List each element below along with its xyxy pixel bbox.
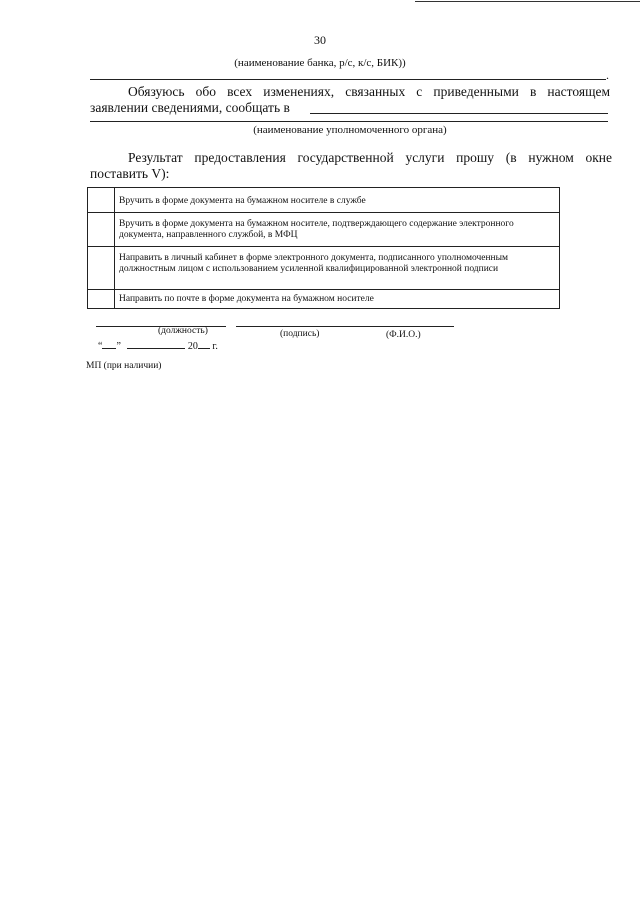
date-quote-open: “ xyxy=(98,341,103,352)
option-text-3: Направить в личный кабинет в форме электронного документа, подписанного уполномоченным должностным лицом с использованием усиленной квалифицированной электронной подписи xyxy=(115,247,560,290)
option-checkbox-3[interactable] xyxy=(88,247,115,290)
date-line xyxy=(98,338,218,352)
organ-caption: (наименование уполномоченного органа) xyxy=(253,124,447,136)
signature-label: (подпись) xyxy=(280,329,320,339)
option-checkbox-2[interactable] xyxy=(88,213,115,247)
year-suffix: г. xyxy=(212,341,218,352)
name-label: (Ф.И.О.) xyxy=(386,330,421,340)
year-prefix: 20 xyxy=(187,341,198,352)
year-blank xyxy=(198,338,210,349)
result-paragraph xyxy=(90,150,612,182)
option-checkbox-4[interactable] xyxy=(88,290,115,309)
bank-details-line xyxy=(90,79,606,80)
signature-name-line xyxy=(236,326,454,327)
notify-line-1: Обязуюсь обо всех изменениях, связанных с приведенными в настоящем xyxy=(128,84,610,99)
option-text-1: Вручить в форме документа на бумажном носителе в службе xyxy=(115,188,560,213)
option-text-4: Направить по почте в форме документа на бумажном носителе xyxy=(115,290,560,309)
option-text-2: Вручить в форме документа на бумажном носителе, подтверждающего содержание электронного документа, направленного службой, в МФЦ xyxy=(115,213,560,247)
page-number: 30 xyxy=(314,33,326,47)
date-quote-close: ” xyxy=(116,341,121,352)
option-checkbox-1[interactable] xyxy=(88,188,115,213)
option-row xyxy=(88,188,560,213)
stamp-note: МП (при наличии) xyxy=(86,361,162,371)
result-line-1: Результат предоставления государственной услуги прошу (в нужном окне xyxy=(128,150,612,165)
day-blank xyxy=(102,338,116,349)
bank-caption: (наименование банка, р/с, к/с, БИК)) xyxy=(234,57,406,69)
month-blank xyxy=(127,338,185,349)
result-line-2: поставить V): xyxy=(90,166,170,181)
organ-inline-line xyxy=(310,113,608,114)
option-row xyxy=(88,213,560,247)
bank-line-end: . xyxy=(606,68,609,82)
notify-paragraph xyxy=(90,84,610,116)
notify-line-2: заявлении сведениями, сообщать в xyxy=(90,100,290,115)
option-row xyxy=(88,247,560,290)
delivery-options-table xyxy=(87,187,560,309)
organ-full-line xyxy=(90,121,608,122)
top-rule xyxy=(415,1,640,2)
option-row xyxy=(88,290,560,309)
position-label: (должность) xyxy=(158,326,208,336)
